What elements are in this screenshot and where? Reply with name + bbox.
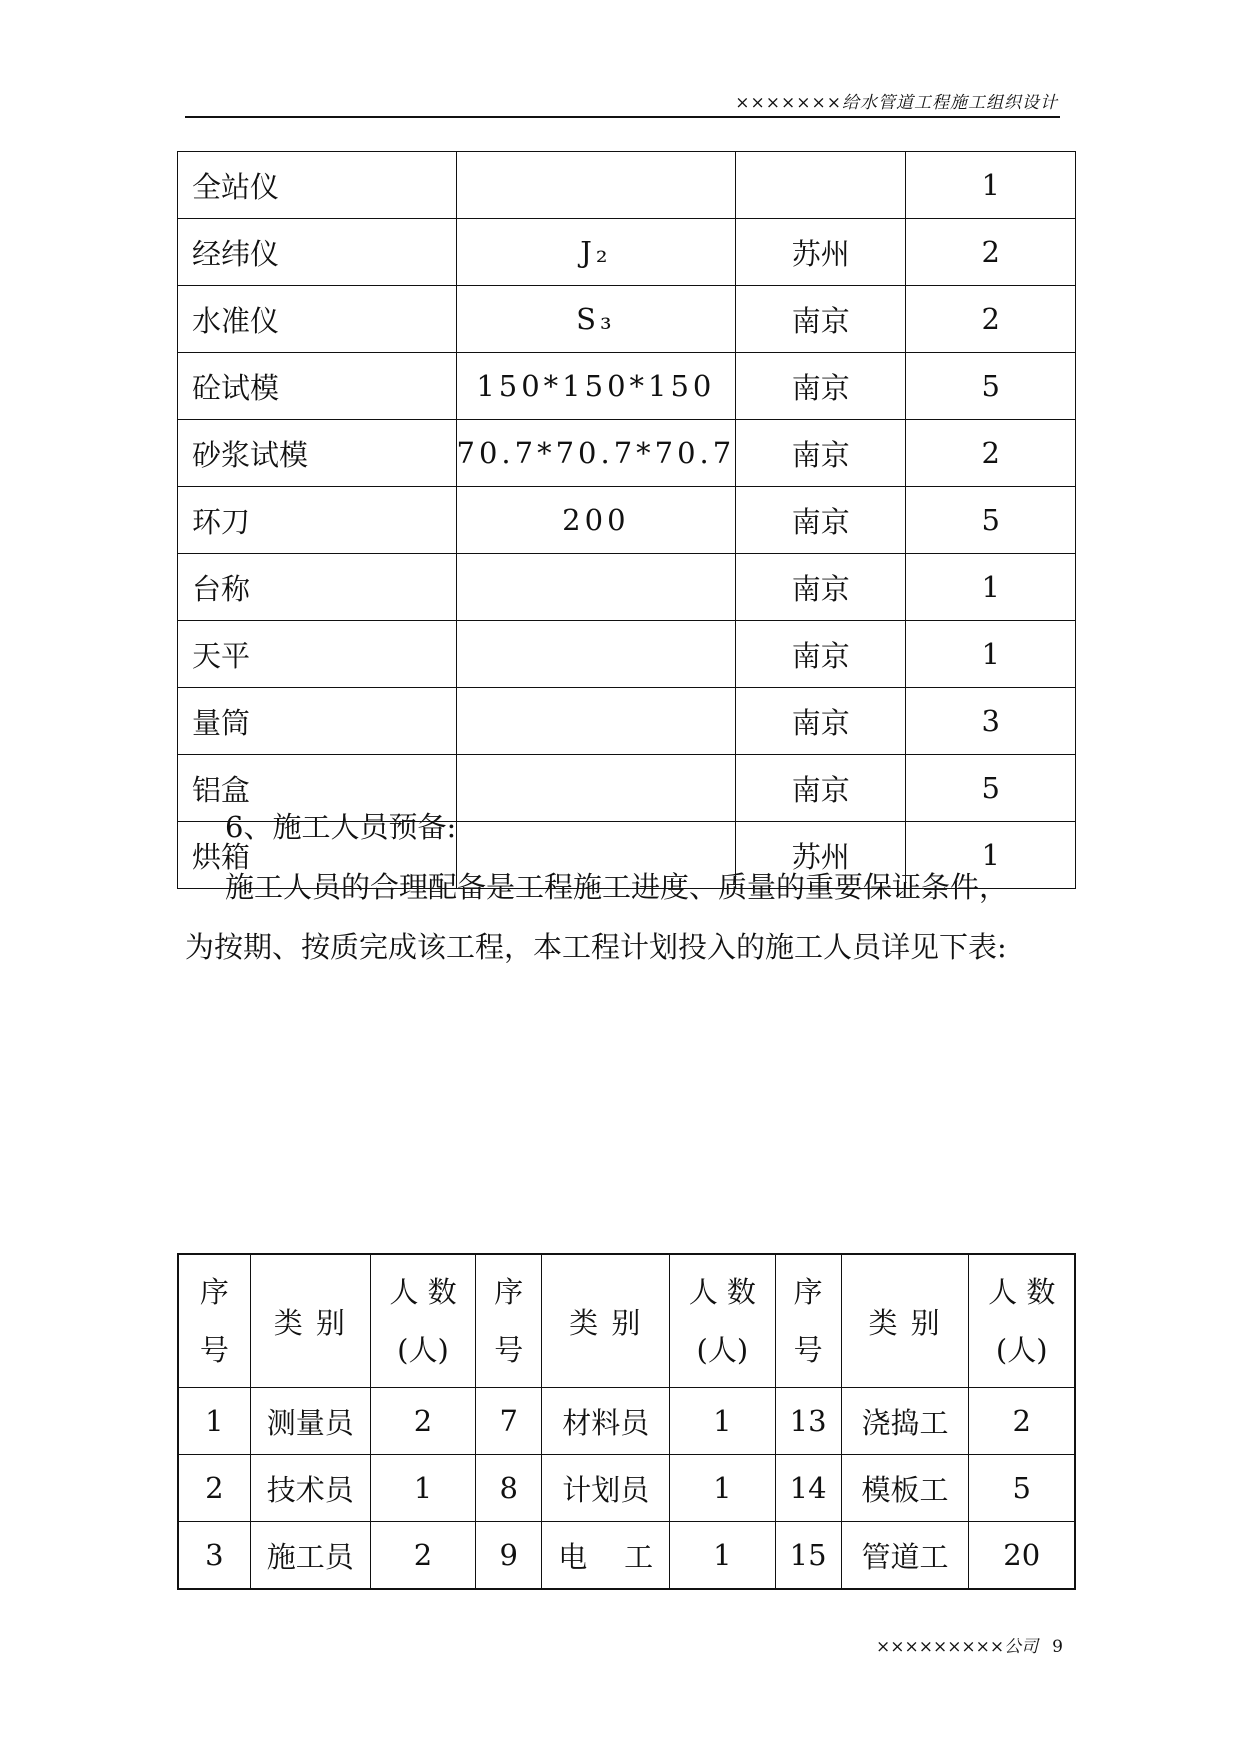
staff-category-cell: 技术员 [250, 1455, 370, 1522]
staff-no-cell: 13 [775, 1388, 841, 1455]
equipment-qty-cell: 1 [906, 621, 1076, 688]
header-category: 类 别 [841, 1254, 969, 1388]
equipment-origin-cell: 南京 [736, 621, 906, 688]
equipment-name-cell: 砼试模 [178, 353, 457, 420]
equipment-row [178, 688, 1076, 755]
header-count-bottom: (人) [397, 1333, 449, 1367]
staff-no-cell: 2 [178, 1455, 250, 1522]
staff-no-cell: 7 [476, 1388, 542, 1455]
staff-count-cell: 2 [969, 1388, 1075, 1455]
equipment-qty-cell: 5 [906, 487, 1076, 554]
staff-row [178, 1388, 1075, 1455]
equipment-qty-cell: 2 [906, 420, 1076, 487]
page-footer [876, 1632, 1063, 1657]
equipment-qty-cell: 5 [906, 353, 1076, 420]
equipment-name-cell: 环刀 [178, 487, 457, 554]
header-count [370, 1254, 475, 1388]
staff-header-row [178, 1254, 1075, 1388]
equipment-qty-cell: 2 [906, 219, 1076, 286]
staff-category-cell: 浇捣工 [841, 1388, 969, 1455]
paragraph-line-2: 为按期、按质完成该工程，本工程计划投入的施工人员详见下表: [185, 930, 1007, 964]
equipment-spec-cell: J₂ [456, 219, 736, 286]
equipment-name-cell: 经纬仪 [178, 219, 457, 286]
equipment-spec-cell: 150*150*150 [456, 353, 736, 420]
equipment-name-cell: 全站仪 [178, 152, 457, 219]
equipment-row [178, 621, 1076, 688]
header-count-top: 人 数 [688, 1275, 756, 1309]
staff-count-cell: 5 [969, 1455, 1075, 1522]
equipment-origin-cell [736, 152, 906, 219]
staff-count-cell: 2 [370, 1388, 475, 1455]
staff-no-cell: 3 [178, 1522, 250, 1590]
staff-category-cell: 材料员 [542, 1388, 670, 1455]
staff-category-cell: 管道工 [841, 1522, 969, 1590]
equipment-row [178, 420, 1076, 487]
equipment-name-cell: 天平 [178, 621, 457, 688]
header-no [476, 1254, 542, 1388]
section-heading: 6、施工人员预备: [225, 810, 457, 844]
header-no-bottom: 号 [793, 1333, 823, 1367]
header-title: ×××××××给水管道工程施工组织设计 [735, 93, 1058, 113]
equipment-name-cell: 砂浆试模 [178, 420, 457, 487]
equipment-name-cell: 台称 [178, 554, 457, 621]
equipment-spec-cell [456, 621, 736, 688]
staff-no-cell: 15 [775, 1522, 841, 1590]
footer-company: ×××××××××公司 [875, 1637, 1039, 1657]
staff-count-cell: 20 [969, 1522, 1075, 1590]
equipment-origin-cell: 南京 [736, 420, 906, 487]
staff-table [177, 1253, 1076, 1590]
equipment-spec-cell [456, 554, 736, 621]
staff-category-cell: 模板工 [841, 1455, 969, 1522]
equipment-name-cell: 水准仪 [178, 286, 457, 353]
header-no-bottom: 号 [199, 1333, 229, 1367]
equipment-table [177, 151, 1076, 889]
header-count [670, 1254, 775, 1388]
equipment-name-cell: 烘箱 [178, 822, 457, 889]
header-count-top: 人 数 [389, 1275, 457, 1309]
header-count-bottom: (人) [696, 1333, 749, 1367]
header-count-bottom: (人) [995, 1333, 1048, 1367]
equipment-spec-cell [456, 688, 736, 755]
header-no [775, 1254, 841, 1388]
equipment-spec-cell: 70.7*70.7*70.7 [456, 420, 736, 487]
equipment-spec-cell: 200 [456, 487, 736, 554]
equipment-origin-cell: 南京 [736, 353, 906, 420]
page-header [185, 86, 1060, 118]
equipment-qty-cell: 1 [906, 554, 1076, 621]
staff-count-cell: 1 [670, 1455, 775, 1522]
equipment-origin-cell: 苏州 [736, 219, 906, 286]
staff-category-cell: 测量员 [250, 1388, 370, 1455]
equipment-spec-cell: S₃ [456, 286, 736, 353]
header-count [969, 1254, 1075, 1388]
paragraph-line-1: 施工人员的合理配备是工程施工进度、质量的重要保证条件， [225, 870, 1009, 904]
header-category: 类 别 [250, 1254, 370, 1388]
staff-count-cell: 2 [370, 1522, 475, 1590]
header-no-top: 序 [793, 1275, 823, 1309]
equipment-qty-cell: 1 [906, 822, 1076, 889]
staff-count-cell: 1 [370, 1455, 475, 1522]
staff-no-cell: 9 [476, 1522, 542, 1590]
staff-category-cell: 电 工 [542, 1522, 670, 1590]
equipment-qty-cell: 1 [906, 152, 1076, 219]
equipment-name-cell: 量筒 [178, 688, 457, 755]
staff-row [178, 1455, 1075, 1522]
equipment-spec-cell [456, 152, 736, 219]
equipment-row [178, 487, 1076, 554]
header-no-top: 序 [494, 1275, 524, 1309]
equipment-origin-cell: 苏州 [736, 822, 906, 889]
equipment-row [178, 554, 1076, 621]
page-number: 9 [1052, 1637, 1063, 1657]
staff-no-cell: 14 [775, 1455, 841, 1522]
staff-no-cell: 8 [476, 1455, 542, 1522]
equipment-origin-cell: 南京 [736, 554, 906, 621]
equipment-origin-cell: 南京 [736, 286, 906, 353]
equipment-name-cell: 铝盒 [178, 755, 457, 822]
equipment-origin-cell: 南京 [736, 688, 906, 755]
equipment-row [178, 152, 1076, 219]
equipment-qty-cell: 3 [906, 688, 1076, 755]
equipment-origin-cell: 南京 [736, 755, 906, 822]
staff-row [178, 1522, 1075, 1590]
header-count-top: 人 数 [988, 1275, 1056, 1309]
header-no [178, 1254, 250, 1388]
equipment-qty-cell: 2 [906, 286, 1076, 353]
staff-count-cell: 1 [670, 1522, 775, 1590]
equipment-qty-cell: 5 [906, 755, 1076, 822]
header-category: 类 别 [542, 1254, 670, 1388]
equipment-row [178, 286, 1076, 353]
equipment-row [178, 353, 1076, 420]
equipment-origin-cell: 南京 [736, 487, 906, 554]
staff-count-cell: 1 [670, 1388, 775, 1455]
staff-category-cell: 施工员 [250, 1522, 370, 1590]
header-no-bottom: 号 [494, 1333, 524, 1367]
staff-no-cell: 1 [178, 1388, 250, 1455]
equipment-row [178, 219, 1076, 286]
header-no-top: 序 [199, 1275, 229, 1309]
staff-category-cell: 计划员 [542, 1455, 670, 1522]
